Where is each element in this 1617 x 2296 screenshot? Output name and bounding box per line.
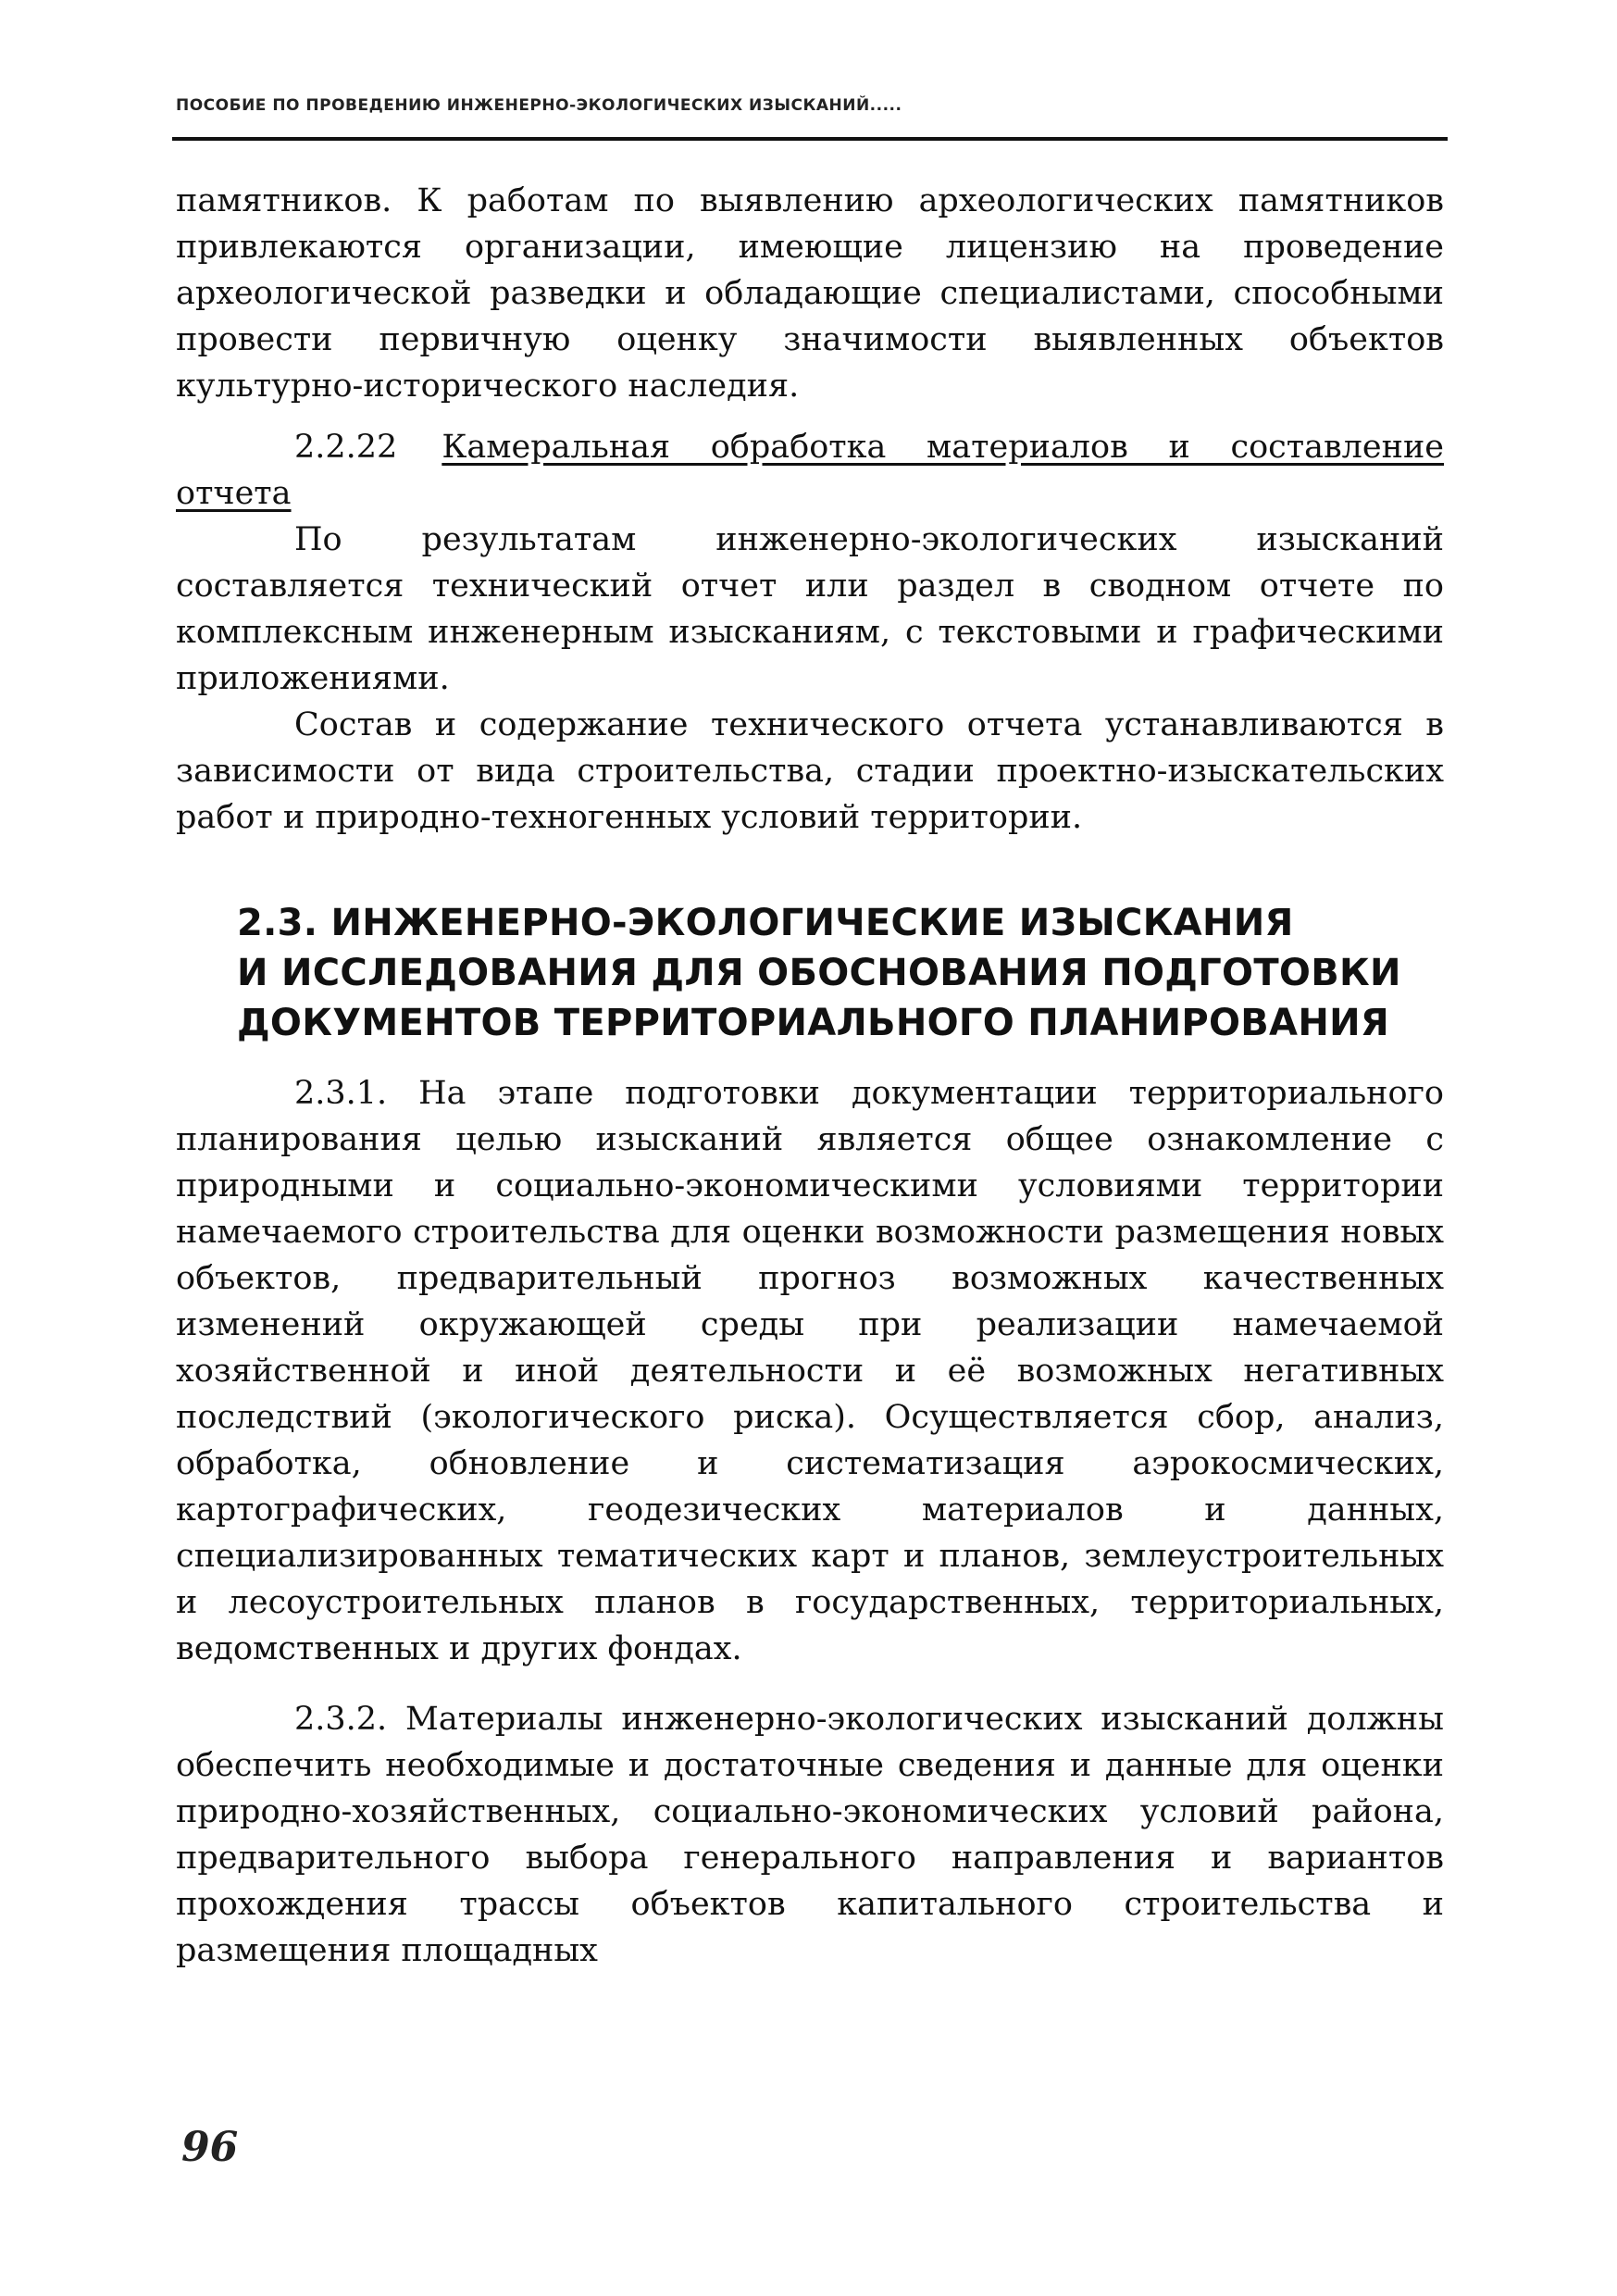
page-number: 96 [181,2124,239,2171]
running-header: ПОСОБИЕ ПО ПРОВЕДЕНИЮ ИНЖЕНЕРНО-ЭКОЛОГИЧЕСКИХ ИЗЫСКАНИЙ..... [176,96,902,115]
paragraph-2-3-1: 2.3.1. На этапе подготовки документации территориального планирования целью изысканий является общее ознакомление с природными и социально-экономическими условиями территории намечаемого строительства для оценки возможности размещения новых объектов, предварительный прогноз возможных качественных изменений окружающей среды при реализации намечаемой хозяйственной и иной деятельности и её возможных негативных последствий (экологического риска). Осуществляется сбор, анализ, обработка, обновление и систематизация аэрокосмических, картографических, геодезических материалов и данных, специализированных тематических карт и планов, землеустроительных и лесоустроительных планов в государственных, территориальных, ведомственных и других фондах. [176,1075,1444,1667]
paragraph-report-composition: Состав и содержание технического отчета устанавливаются в зависимости от вида строительства, стадии проектно-изыскательских работ и природно-техногенных условий территории. [176,706,1444,836]
section-heading-line: 2.3. ИНЖЕНЕРНО-ЭКОЛОГИЧЕСКИЕ ИЗЫСКАНИЯ [237,902,1294,944]
paragraph-gap [176,1672,1444,1696]
section-heading-2-3 [237,898,1444,1048]
paragraph-2-3-2: 2.3.2. Материалы инженерно-экологических изысканий должны обеспечить необходимые и достаточные сведения и данные для оценки природно-хозяйственных, социально-экономических условий района, предварительного выбора генерального направления и вариантов прохождения трассы объектов капитального строительства и размещения площадных [176,1701,1444,1969]
section-heading-line: ДОКУМЕНТОВ ТЕРРИТОРИАЛЬНОГО ПЛАНИРОВАНИЯ [237,1002,1389,1044]
subsection-number: 2.2.22 [294,429,398,466]
section-heading-line: И ИССЛЕДОВАНИЯ ДЛЯ ОБОСНОВАНИЯ ПОДГОТОВКИ [237,952,1401,994]
paragraph-archaeology: памятников. К работам по выявлению археологических памятников привлекаются организации, имеющие лицензию на проведение археологической разведки и обладающие специалистами, способными провести первичную оценку значимости выявленных объектов культурно-исторического наследия. [176,182,1444,405]
page-body [176,178,1444,1974]
subsection-title: Камеральная обработка материалов и составление отчета [176,429,1444,512]
subsection-heading-2-2-22 [176,424,1444,517]
paragraph-report: По результатам инженерно-экологических изысканий составляется технический отчет или раздел в сводном отчете по комплексным инженерным изысканиям, с текстовыми и графическими приложениями. [176,521,1444,697]
header-rule [172,137,1448,141]
